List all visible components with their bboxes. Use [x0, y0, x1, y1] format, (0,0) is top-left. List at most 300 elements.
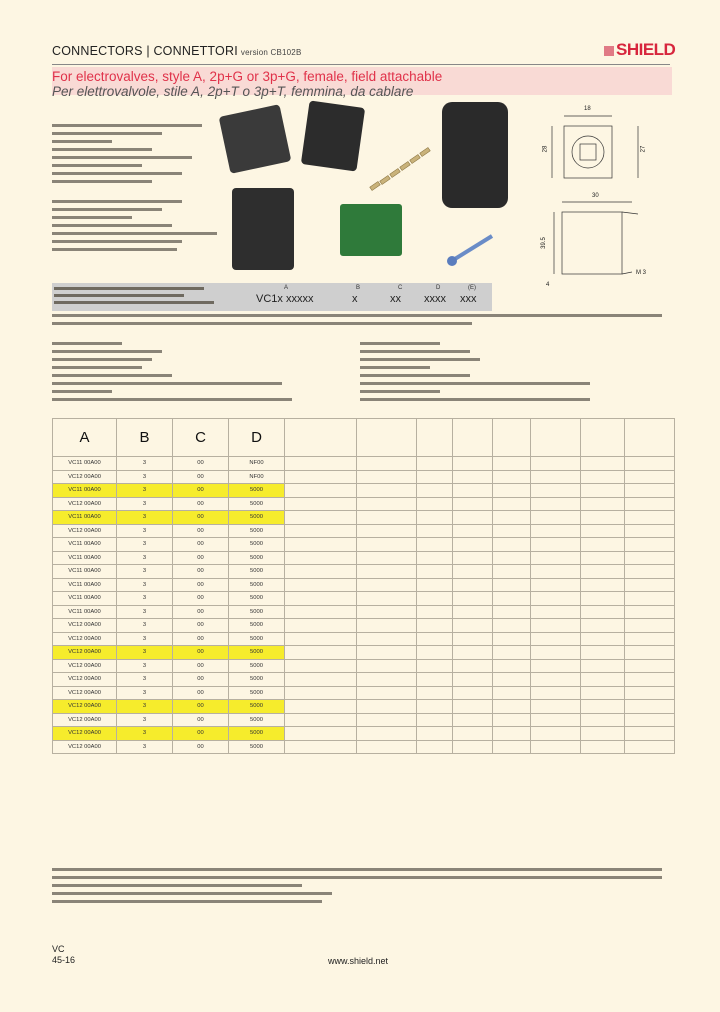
page-number: VC 45-16 — [52, 944, 76, 965]
cell-blank — [493, 511, 531, 525]
cell-b: 3 — [117, 727, 173, 741]
cell-c: 00 — [173, 713, 229, 727]
col-header-c: C — [195, 429, 206, 446]
table-row — [53, 632, 675, 646]
cell-a: VC12 00A00 — [53, 727, 117, 741]
cell-blank — [357, 700, 417, 714]
cell-blank — [285, 538, 357, 552]
dim-39-5: 39.5 — [540, 237, 547, 249]
cell-d: 5000 — [229, 565, 285, 579]
cell-blank — [357, 551, 417, 565]
cell-b: 3 — [117, 524, 173, 538]
table-row — [53, 605, 675, 619]
cell-blank — [357, 659, 417, 673]
cell-blank — [285, 632, 357, 646]
cell-blank — [285, 686, 357, 700]
cell-blank — [453, 646, 493, 660]
cell-b: 3 — [117, 673, 173, 687]
cell-a: VC11 00A00 — [53, 511, 117, 525]
cell-c: 00 — [173, 551, 229, 565]
cell-blank — [581, 497, 625, 511]
code-value-a: VC1x xxxxx — [256, 293, 314, 305]
cell-blank — [625, 511, 675, 525]
cell-c: 00 — [173, 484, 229, 498]
cell-blank — [357, 713, 417, 727]
cell-blank — [417, 605, 453, 619]
cell-blank — [625, 592, 675, 606]
cell-d: 5000 — [229, 524, 285, 538]
cell-blank — [417, 511, 453, 525]
cell-b: 3 — [117, 551, 173, 565]
table-row — [53, 511, 675, 525]
cell-blank — [285, 659, 357, 673]
cell-blank — [285, 673, 357, 687]
cell-d: 5000 — [229, 578, 285, 592]
cell-blank — [417, 457, 453, 471]
cell-blank — [417, 673, 453, 687]
cell-b: 3 — [117, 511, 173, 525]
cell-c: 00 — [173, 727, 229, 741]
cell-blank — [493, 700, 531, 714]
cell-blank — [285, 524, 357, 538]
cell-blank — [453, 578, 493, 592]
table-row — [53, 727, 675, 741]
photo-connector-3 — [442, 102, 508, 208]
cell-blank — [493, 470, 531, 484]
general-char-it — [360, 340, 670, 421]
dim-4: 4 — [546, 282, 550, 288]
cell-d: 5000 — [229, 632, 285, 646]
cell-blank — [357, 592, 417, 606]
cell-blank — [493, 646, 531, 660]
cell-d: 5000 — [229, 605, 285, 619]
col-header-b: B — [139, 429, 150, 446]
cell-blank — [531, 538, 581, 552]
dim-28: 28 — [542, 145, 549, 153]
cell-b: 3 — [117, 700, 173, 714]
cell-blank — [581, 592, 625, 606]
cell-blank — [453, 700, 493, 714]
table-row — [53, 646, 675, 660]
cell-c: 00 — [173, 524, 229, 538]
cell-blank — [581, 619, 625, 633]
cell-c: 00 — [173, 511, 229, 525]
cell-blank — [357, 673, 417, 687]
cell-blank — [625, 646, 675, 660]
cell-blank — [493, 605, 531, 619]
col-header-d: D — [251, 429, 262, 446]
cell-c: 00 — [173, 578, 229, 592]
cell-blank — [453, 605, 493, 619]
table-row — [53, 497, 675, 511]
table-row — [53, 673, 675, 687]
cell-blank — [581, 457, 625, 471]
page-title — [52, 69, 672, 99]
cell-blank — [493, 551, 531, 565]
cell-blank — [285, 484, 357, 498]
cell-d: 5000 — [229, 538, 285, 552]
table-row — [53, 592, 675, 606]
cell-blank — [453, 551, 493, 565]
cell-blank — [581, 605, 625, 619]
cell-blank — [625, 686, 675, 700]
cell-blank — [357, 470, 417, 484]
cell-c: 00 — [173, 659, 229, 673]
cell-c: 00 — [173, 632, 229, 646]
cell-blank — [531, 578, 581, 592]
cell-blank — [285, 551, 357, 565]
cell-blank — [417, 727, 453, 741]
specs-en — [52, 122, 212, 197]
cell-c: 00 — [173, 457, 229, 471]
cell-blank — [357, 565, 417, 579]
cell-blank — [417, 565, 453, 579]
cell-blank — [357, 511, 417, 525]
table-row — [53, 565, 675, 579]
cell-a: VC11 00A00 — [53, 592, 117, 606]
cell-blank — [625, 605, 675, 619]
table-row — [53, 578, 675, 592]
table-row — [53, 484, 675, 498]
cell-blank — [285, 565, 357, 579]
cell-blank — [581, 484, 625, 498]
dim-27: 27 — [640, 145, 647, 153]
cell-blank — [357, 632, 417, 646]
cell-b: 3 — [117, 565, 173, 579]
photo-terminals — [366, 140, 438, 204]
cell-blank — [357, 484, 417, 498]
cell-a: VC12 00A00 — [53, 686, 117, 700]
cell-blank — [417, 470, 453, 484]
general-char-en — [52, 340, 352, 421]
cell-a: VC12 00A00 — [53, 673, 117, 687]
cell-b: 3 — [117, 470, 173, 484]
cell-blank — [625, 632, 675, 646]
cell-blank — [453, 538, 493, 552]
dim-30: 30 — [592, 193, 599, 199]
code-box-caption — [54, 285, 234, 314]
cell-blank — [285, 740, 357, 754]
cell-blank — [531, 727, 581, 741]
cell-blank — [531, 713, 581, 727]
specs-it — [52, 198, 222, 273]
footer-url[interactable]: www.shield.net — [328, 956, 389, 966]
cell-blank — [417, 551, 453, 565]
cell-blank — [453, 511, 493, 525]
cell-blank — [625, 524, 675, 538]
cell-d: NF00 — [229, 457, 285, 471]
cell-blank — [625, 740, 675, 754]
cell-blank — [531, 700, 581, 714]
cell-c: 00 — [173, 673, 229, 687]
cell-blank — [285, 727, 357, 741]
cell-blank — [357, 605, 417, 619]
cell-c: 00 — [173, 497, 229, 511]
cell-blank — [493, 592, 531, 606]
version-label: version CB102B — [240, 48, 302, 57]
cell-blank — [531, 659, 581, 673]
cell-blank — [453, 713, 493, 727]
cell-blank — [493, 727, 531, 741]
cell-blank — [581, 565, 625, 579]
cell-b: 3 — [117, 646, 173, 660]
cell-blank — [625, 727, 675, 741]
cell-d: 5000 — [229, 511, 285, 525]
cell-blank — [625, 457, 675, 471]
cell-c: 00 — [173, 686, 229, 700]
cell-blank — [417, 632, 453, 646]
photo-connector-front — [232, 188, 294, 270]
cell-d: 5000 — [229, 551, 285, 565]
cell-c: 00 — [173, 592, 229, 606]
cell-d: 5000 — [229, 497, 285, 511]
cell-d: 5000 — [229, 727, 285, 741]
photo-pcb — [340, 204, 402, 256]
cell-b: 3 — [117, 659, 173, 673]
cell-blank — [453, 673, 493, 687]
cell-blank — [285, 592, 357, 606]
cell-d: 5000 — [229, 713, 285, 727]
cell-blank — [625, 700, 675, 714]
cell-blank — [581, 686, 625, 700]
cell-blank — [531, 457, 581, 471]
cell-blank — [417, 497, 453, 511]
cell-blank — [531, 646, 581, 660]
cell-a: VC12 00A00 — [53, 659, 117, 673]
cell-blank — [531, 470, 581, 484]
table-row — [53, 551, 675, 565]
cell-blank — [625, 470, 675, 484]
cell-blank — [625, 578, 675, 592]
cell-blank — [453, 565, 493, 579]
cell-a: VC12 00A00 — [53, 713, 117, 727]
cell-blank — [581, 578, 625, 592]
cell-blank — [417, 578, 453, 592]
table-row — [53, 619, 675, 633]
cell-a: VC12 00A00 — [53, 740, 117, 754]
cell-blank — [357, 578, 417, 592]
code-label-e: (E) — [468, 285, 476, 291]
cell-blank — [531, 592, 581, 606]
cell-blank — [531, 632, 581, 646]
table-row — [53, 713, 675, 727]
cell-blank — [625, 673, 675, 687]
cell-blank — [581, 538, 625, 552]
photo-connector-1 — [219, 104, 292, 174]
cell-blank — [581, 632, 625, 646]
cell-blank — [285, 619, 357, 633]
cell-blank — [285, 713, 357, 727]
cell-blank — [285, 511, 357, 525]
brand-logo: SHIELD — [604, 40, 675, 60]
cell-blank — [625, 497, 675, 511]
cell-blank — [493, 497, 531, 511]
code-label-c: C — [398, 285, 403, 291]
code-label-d: D — [436, 285, 441, 291]
cell-blank — [493, 632, 531, 646]
cell-blank — [285, 578, 357, 592]
cell-blank — [493, 740, 531, 754]
cell-d: 5000 — [229, 619, 285, 633]
cell-blank — [453, 686, 493, 700]
cell-blank — [531, 551, 581, 565]
cell-blank — [417, 524, 453, 538]
title-it: Per elettrovalvole, stile A, 2p+T o 3p+T, femmina, da cablare — [52, 84, 414, 99]
code-value-d: xxxx — [424, 293, 446, 305]
cell-c: 00 — [173, 538, 229, 552]
cell-blank — [531, 497, 581, 511]
code-label-a: A — [284, 285, 289, 291]
cell-b: 3 — [117, 686, 173, 700]
table-row — [53, 524, 675, 538]
cell-blank — [453, 659, 493, 673]
cell-blank — [357, 646, 417, 660]
cell-a: VC11 00A00 — [53, 551, 117, 565]
cell-blank — [453, 619, 493, 633]
cell-blank — [357, 538, 417, 552]
cell-blank — [625, 484, 675, 498]
dim-m3: M 3 — [636, 270, 647, 276]
cell-blank — [417, 538, 453, 552]
cell-blank — [531, 605, 581, 619]
cell-blank — [581, 646, 625, 660]
cell-b: 3 — [117, 484, 173, 498]
cell-b: 3 — [117, 538, 173, 552]
cell-blank — [493, 524, 531, 538]
table-row — [53, 686, 675, 700]
cell-c: 00 — [173, 619, 229, 633]
cell-blank — [581, 470, 625, 484]
cell-blank — [417, 646, 453, 660]
cell-blank — [531, 524, 581, 538]
cell-blank — [625, 565, 675, 579]
cell-a: VC12 00A00 — [53, 646, 117, 660]
table-row — [53, 659, 675, 673]
cell-b: 3 — [117, 457, 173, 471]
cell-blank — [581, 524, 625, 538]
cell-blank — [531, 740, 581, 754]
title-en: For electrovalves, style A, 2p+G or 3p+G, female, field attachable — [52, 69, 443, 84]
cell-blank — [531, 511, 581, 525]
cell-blank — [285, 646, 357, 660]
cell-blank — [417, 740, 453, 754]
cell-blank — [285, 605, 357, 619]
table-row — [53, 538, 675, 552]
cell-b: 3 — [117, 632, 173, 646]
code-value-b: x — [352, 293, 358, 305]
cell-blank — [453, 524, 493, 538]
cell-d: 5000 — [229, 484, 285, 498]
cell-blank — [531, 565, 581, 579]
cell-blank — [493, 673, 531, 687]
code-notes — [52, 312, 672, 337]
cell-blank — [531, 619, 581, 633]
table-row — [53, 457, 675, 471]
cell-blank — [453, 592, 493, 606]
cell-blank — [581, 727, 625, 741]
cell-blank — [531, 686, 581, 700]
cell-blank — [625, 619, 675, 633]
cell-blank — [453, 727, 493, 741]
cell-blank — [417, 619, 453, 633]
cell-blank — [493, 565, 531, 579]
cell-blank — [581, 551, 625, 565]
cell-a: VC11 00A00 — [53, 538, 117, 552]
cell-blank — [531, 673, 581, 687]
cell-blank — [493, 686, 531, 700]
cell-blank — [625, 551, 675, 565]
cell-d: 5000 — [229, 673, 285, 687]
cell-blank — [417, 686, 453, 700]
cell-b: 3 — [117, 740, 173, 754]
cell-a: VC12 00A00 — [53, 524, 117, 538]
cell-c: 00 — [173, 470, 229, 484]
cell-blank — [581, 673, 625, 687]
cell-blank — [285, 700, 357, 714]
cell-b: 3 — [117, 619, 173, 633]
cell-blank — [453, 497, 493, 511]
cell-c: 00 — [173, 700, 229, 714]
cell-b: 3 — [117, 578, 173, 592]
cell-blank — [625, 538, 675, 552]
cell-a: VC11 00A00 — [53, 565, 117, 579]
cell-a: VC11 00A00 — [53, 457, 117, 471]
cell-d: 5000 — [229, 740, 285, 754]
cell-a: VC12 00A00 — [53, 470, 117, 484]
cell-blank — [453, 740, 493, 754]
table-row — [53, 470, 675, 484]
cell-blank — [581, 511, 625, 525]
dim-18: 18 — [584, 106, 591, 112]
cell-d: 5000 — [229, 659, 285, 673]
cell-c: 00 — [173, 605, 229, 619]
divider — [52, 64, 670, 65]
cell-blank — [493, 619, 531, 633]
cell-a: VC12 00A00 — [53, 619, 117, 633]
cell-blank — [357, 740, 417, 754]
cell-blank — [581, 740, 625, 754]
cell-blank — [357, 686, 417, 700]
cell-blank — [453, 632, 493, 646]
cell-a: VC12 00A00 — [53, 497, 117, 511]
photo-screw — [446, 228, 496, 268]
cell-blank — [417, 659, 453, 673]
code-value-c: xx — [390, 293, 401, 305]
cell-b: 3 — [117, 592, 173, 606]
cell-d: 5000 — [229, 646, 285, 660]
table-row — [53, 740, 675, 754]
cell-blank — [417, 484, 453, 498]
cell-d: 5000 — [229, 686, 285, 700]
cell-blank — [453, 484, 493, 498]
cell-blank — [625, 659, 675, 673]
col-header-a: A — [79, 429, 90, 446]
cell-blank — [417, 592, 453, 606]
cell-blank — [417, 700, 453, 714]
cell-b: 3 — [117, 605, 173, 619]
code-value-e: xxx — [460, 293, 477, 305]
cell-blank — [581, 713, 625, 727]
cell-blank — [625, 713, 675, 727]
cell-blank — [285, 470, 357, 484]
header-title: CONNECTORS | CONNETTORI version CB102B — [52, 44, 302, 58]
footnotes — [52, 866, 672, 921]
cell-blank — [493, 484, 531, 498]
cell-d: 5000 — [229, 592, 285, 606]
cell-blank — [357, 727, 417, 741]
table-row — [53, 700, 675, 714]
cell-blank — [493, 578, 531, 592]
